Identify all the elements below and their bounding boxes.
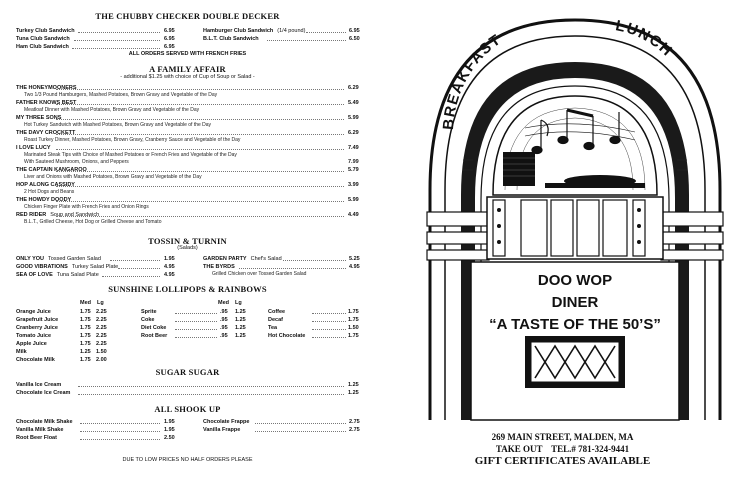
menu-item: B.L.T. Club Sandwich 6.50 (203, 36, 360, 42)
menu-item: Turkey Club Sandwich 6.95 (16, 28, 175, 34)
menu-item: SEA OF LOVE Tuna Salad Plate 4.95 (16, 272, 175, 278)
diner-name-line1: DOO WOP (537, 272, 613, 289)
arch-label-lunch: LUNCH (614, 17, 677, 61)
menu-item: THE DAVY CROCKETT 6.29 (16, 130, 359, 136)
jukebox-illustration (375, 0, 750, 485)
section-title-family-affair: A FAMILY AFFAIR (149, 64, 226, 74)
menu-item: Chocolate Milk Shake 1.95 (16, 419, 175, 425)
item-detail: Grilled Chicken over Tossed Garden Salad (212, 271, 307, 277)
section-title-sugar: SUGAR SUGAR (155, 367, 220, 377)
phone: TAKE OUT TEL.# 781-324-9441 (495, 444, 630, 454)
menu-item: I LOVE LUCY 7.49 (16, 145, 359, 151)
section-title-double-decker: THE CHUBBY CHECKER DOUBLE DECKER (95, 11, 280, 21)
section-subtitle: (Salads) (177, 245, 198, 251)
item-detail: Liver and Onions with Mashed Potatoes, Brown Gravy and Vegetable of the Day (24, 174, 202, 180)
drink-row: Sprite .95 1.25 (141, 309, 246, 315)
drink-row: Hot Chocolate 1.75 (268, 333, 359, 339)
drink-row: Apple Juice 1.75 2.25 (16, 341, 107, 347)
drink-row: Grapefruit Juice 1.75 2.25 (16, 317, 107, 323)
column-header: Med (80, 300, 91, 306)
menu-item: FATHER KNOWS BEST 5.49 (16, 100, 359, 106)
column-header: Med (218, 300, 229, 306)
address: 269 MAIN STREET, MALDEN, MA (491, 432, 634, 442)
item-detail: Meatloaf Dinner with Mashed Potatoes, Brown Gravy and Vegetable of the Day (24, 107, 200, 113)
footer-note: DUE TO LOW PRICES NO HALF ORDERS PLEASE (122, 457, 253, 463)
menu-item: Chocolate Ice Cream 1.25 (16, 390, 359, 396)
fries-note: ALL ORDERS SERVED WITH FRENCH FRIES (128, 51, 247, 57)
menu-item: HOP ALONG CASSIDY 3.99 (16, 182, 359, 188)
drink-row: Milk 1.25 1.50 (16, 349, 107, 355)
drink-row: Coffee 1.75 (268, 309, 359, 315)
item-detail: 2 Hot Dogs and Beans (24, 189, 75, 195)
menu-item: THE CAPTAIN KANGAROO 5.79 (16, 167, 359, 173)
menu-item: GARDEN PARTY Chef's Salad 5.25 (203, 256, 360, 262)
drink-row: Tomato Juice 1.75 2.25 (16, 333, 107, 339)
menu-item: Root Beer Float 2.50 (16, 435, 175, 441)
item-detail: Marinated Steak Tips with Choice of Mashed Potatoes or French Fries and Vegetable of the Day (24, 152, 237, 158)
drink-row: Cranberry Juice 1.75 2.25 (16, 325, 107, 331)
menu-item: THE HOWDY DOODY 5.99 (16, 197, 359, 203)
gift-certificates: GIFT CERTIFICATES AVAILABLE (474, 455, 651, 467)
item-detail: B.L.T., Grilled Cheese, Hot Dog or Grilled Cheese and Tomato (24, 219, 162, 225)
drink-row: Chocolate Milk 1.75 2.00 (16, 357, 107, 363)
menu-item: GOOD VIBRATIONS Turkey Salad Plate 4.95 (16, 264, 175, 270)
menu-item: Vanilla Milk Shake 1.95 (16, 427, 175, 433)
tagline: “A TASTE OF THE 50’S” (489, 316, 661, 333)
column-header: Lg (97, 300, 104, 306)
menu-item: Vanilla Ice Cream 1.25 (16, 382, 359, 388)
menu-item: Tuna Club Sandwich 6.95 (16, 36, 175, 42)
section-title-lollipops: SUNSHINE LOLLIPOPS & RAINBOWS (108, 284, 267, 294)
item-detail: With Sauteed Mushroom, Onions, and Peppers (24, 159, 129, 165)
menu-item: ONLY YOU Tossed Garden Salad 1.95 (16, 256, 175, 262)
item-detail: Roast Turkey Dinner, Mashed Potatoes, Brown Gravy, Cranberry Sauce and Vegetable of the Day (24, 137, 241, 143)
menu-item: Ham Club Sandwich 6.95 (16, 44, 175, 50)
item-detail: Two 1/3 Pound Hamburgers, Mashed Potatoes, Brown Gravy and Vegetable of the Day (24, 92, 218, 98)
menu-item: Hamburger Club Sandwich (1/4 pound) 6.95 (203, 28, 360, 34)
arch-label-breakfast: BREAKFAST (439, 30, 505, 131)
menu-item: THE HONEYMOONERS 6.29 (16, 85, 359, 91)
drink-row: Tea 1.50 (268, 325, 359, 331)
menu-item: Vanilla Frappe 2.75 (203, 427, 360, 433)
drink-row: Root Beer .95 1.25 (141, 333, 246, 339)
section-subtitle: - additional $1.25 with choice of Cup of Soup or Salad - (120, 74, 255, 80)
menu-item: THE BYRDS 4.95 (203, 264, 360, 270)
menu-cover (375, 0, 750, 485)
section-title-shook-up: ALL SHOOK UP (154, 404, 221, 414)
drink-row: Decaf 1.75 (268, 317, 359, 323)
drink-row: Diet Coke .95 1.25 (141, 325, 246, 331)
drink-row: Coke .95 1.25 (141, 317, 246, 323)
section-title-tossin: TOSSIN & TURNIN (148, 236, 227, 246)
item-detail: Hot Turkey Sandwich with Mashed Potatoes, Brown Gravy and Vegetable of the Day (24, 122, 212, 128)
diner-name-line2: DINER (551, 294, 599, 311)
item-detail: Chicken Finger Plate with French Fries and Onion Rings (24, 204, 149, 210)
menu-item: Chocolate Frappe 2.75 (203, 419, 360, 425)
drink-row: Orange Juice 1.75 2.25 (16, 309, 107, 315)
menu-item: MY THREE SONS 5.99 (16, 115, 359, 121)
item-detail-price: 7.99 (348, 159, 359, 165)
menu-item: RED RIDER Soup and Sandwich 4.49 (16, 212, 359, 218)
column-header: Lg (235, 300, 242, 306)
